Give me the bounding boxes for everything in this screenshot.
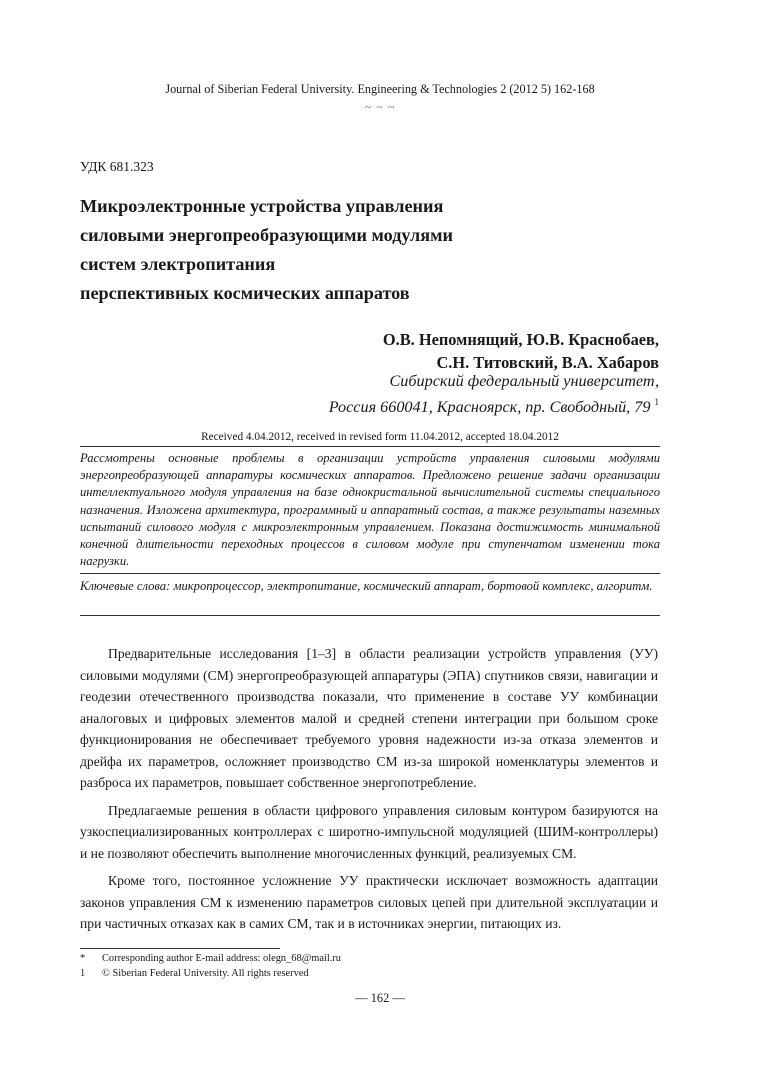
abstract-middle-rule [80, 573, 660, 574]
title-line: перспективных космических аппаратов [80, 283, 410, 303]
title-line: Микроэлектронные устройства управления [80, 196, 444, 216]
received-dates: Received 4.04.2012, received in revised form 11.04.2012, accepted 18.04.2012 [201, 431, 559, 443]
affiliation-line [329, 392, 659, 418]
header-ornament: ~ ~ ~ [364, 100, 396, 114]
body-text [80, 643, 658, 941]
footnote-mark: * [80, 953, 86, 964]
footnote-text: © Siberian Federal University. All rights reserved [102, 968, 309, 979]
footnote [80, 966, 660, 981]
journal-header: Journal of Siberian Federal University. Engineering & Technologies 2 (2012 5) 162-168 [165, 82, 595, 96]
page-number: — 162 — [355, 991, 405, 1005]
paper-title [80, 192, 640, 308]
footnote [80, 951, 660, 966]
affiliation [329, 371, 659, 418]
authors [383, 328, 659, 374]
abstract: Рассмотрены основные проблемы в организации устройств управления силовыми модулями энергопреобразующей аппаратуры космических аппаратов. Предложено решение задачи организации интеллектуального модуля управления на базе однокристальной вычислительной системы специального назначения. Изложена архитектура, программный и аппаратный состав, а также результаты наземных испытаний силового модуля с микроэлектронным управлением. Показана достижимость минимальной конечной длительности переходных процессов в силовом модуле при ступенчатом изменении тока нагрузки. [80, 451, 660, 569]
footnotes [80, 951, 660, 981]
body-paragraph: Предлагаемые решения в области цифрового управления силовым контуром базируются на узкоспециализированных контроллерах с широтно-импульсной модуляцией (ШИМ-контроллеры) и не позволяют обеспечить выполнение многочисленных функций, реализуемых СМ. [80, 802, 658, 861]
udc-code: УДК 681.323 [80, 159, 154, 174]
footnote-mark: 1 [80, 968, 86, 979]
keywords: Ключевые слова: микропроцессор, электропитание, космический аппарат, бортовой комплекс, алгоритм. [80, 579, 653, 593]
authors-line: С.Н. Титовский, В.А. Хабаров [436, 353, 659, 372]
authors-line: О.В. Непомнящий, Ю.В. Краснобаев, [382, 330, 659, 349]
affiliation-footnote-mark: 1 [654, 397, 659, 407]
affiliation-address: Россия 660041, Красноярск, пр. Свободный, 79 [328, 398, 651, 416]
title-line: силовыми энергопреобразующими модулями [80, 225, 453, 245]
title-line: систем электропитания [80, 254, 276, 274]
body-paragraph: Предварительные исследования [1–3] в области реализации устройств управления (УУ) силовыми модулями (СМ) энергопреобразующей аппаратуры (ЭПА) спутников связи, навигации и геодезии отечественного производства показали, что применение в составе УУ комбинации аналоговых и цифровых элементов малой и средней степени интеграции при большом сроке функционирования не обеспечивает требуемого уровня надежности из-за отказа элементов и дрейфа их параметров, осложняет производство СМ из-за широкой номенклатуры элементов и разброса их параметров, повышает собственное энергопотребление. [80, 646, 658, 790]
body-paragraph: Кроме того, постоянное усложнение УУ практически исключает возможность адаптации законов управления СМ к изменению параметров силовых цепей при длительной эксплуатации и при частичных отказах как в самих СМ, так и в источниках энергии, питающих из. [80, 873, 658, 931]
abstract-top-rule [80, 446, 660, 447]
footnote-text: Corresponding author E-mail address: olegn_68@mail.ru [102, 953, 341, 964]
footnote-rule [80, 948, 280, 949]
affiliation-line: Сибирский федеральный университет, [389, 372, 659, 390]
abstract-bottom-rule [80, 615, 660, 616]
